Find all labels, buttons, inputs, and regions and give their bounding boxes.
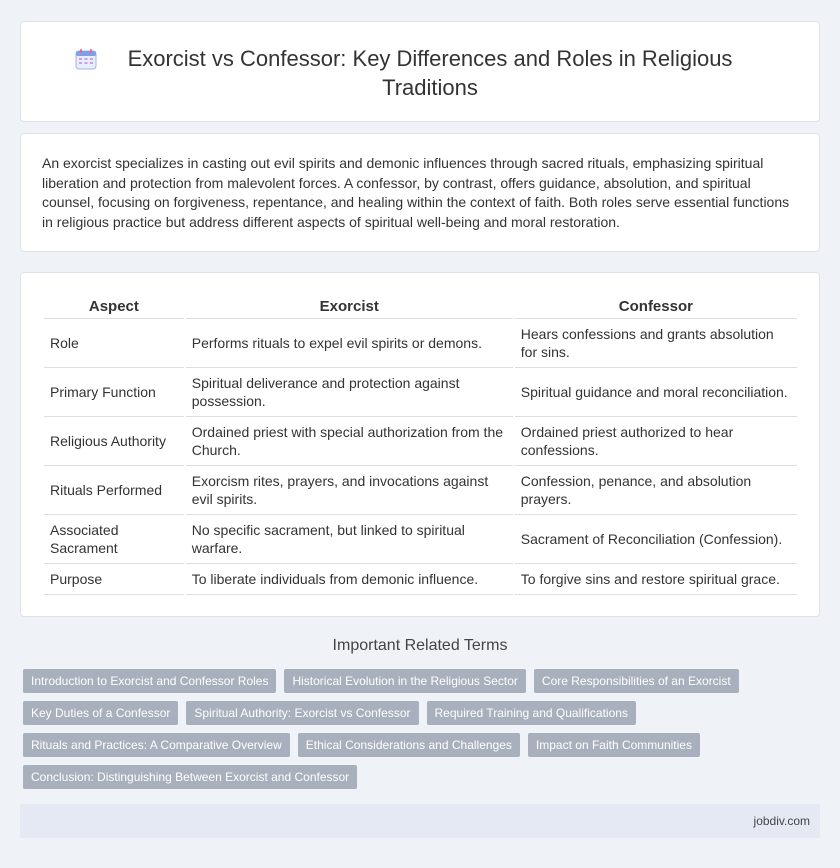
table-row bbox=[44, 319, 797, 368]
comparison-card bbox=[20, 272, 820, 617]
related-term-link[interactable]: Core Responsibilities of an Exorcist bbox=[534, 669, 739, 693]
header-exorcist: Exorcist bbox=[186, 295, 513, 319]
confessor-cell: Sacrament of Reconciliation (Confession). bbox=[515, 515, 797, 564]
table-row bbox=[44, 368, 797, 417]
related-term-link[interactable]: Spiritual Authority: Exorcist vs Confessor bbox=[186, 701, 418, 725]
intro-paragraph: An exorcist specializes in casting out evil spirits and demonic influences through sacred rituals, emphasizing spiritual liberation and protection from malevolent forces. A confessor, by contrast, offers guidance, absolution, and spiritual counsel, focusing on forgiveness, repentance, and healing within the context of faith. Both roles serve essential functions in religious practice but address different aspects of spiritual well-being and moral restoration. bbox=[42, 155, 790, 230]
exorcist-cell: Spiritual deliverance and protection against possession. bbox=[186, 368, 513, 417]
aspect-cell: Associated Sacrament bbox=[44, 515, 184, 564]
related-term-link[interactable]: Ethical Considerations and Challenges bbox=[298, 733, 520, 757]
aspect-cell: Primary Function bbox=[44, 368, 184, 417]
exorcist-cell: Performs rituals to expel evil spirits or demons. bbox=[186, 319, 513, 368]
exorcist-cell: To liberate individuals from demonic influence. bbox=[186, 564, 513, 595]
footer bbox=[20, 804, 820, 838]
exorcist-cell: No specific sacrament, but linked to spiritual warfare. bbox=[186, 515, 513, 564]
page-title: Exorcist vs Confessor: Key Differences and Roles in Religious Traditions bbox=[127, 46, 733, 100]
title-card bbox=[20, 21, 820, 122]
related-term-link[interactable]: Conclusion: Distinguishing Between Exorcist and Confessor bbox=[23, 765, 357, 789]
aspect-cell: Role bbox=[44, 319, 184, 368]
aspect-cell: Purpose bbox=[44, 564, 184, 595]
exorcist-cell: Ordained priest with special authorization from the Church. bbox=[186, 417, 513, 466]
related-term-link[interactable]: Required Training and Qualifications bbox=[427, 701, 636, 725]
related-terms-heading: Important Related Terms bbox=[332, 637, 508, 654]
header-aspect: Aspect bbox=[44, 295, 184, 319]
intro-card bbox=[20, 133, 820, 252]
related-term-link[interactable]: Key Duties of a Confessor bbox=[23, 701, 178, 725]
table-row bbox=[44, 417, 797, 466]
footer-site-link[interactable]: jobdiv.com bbox=[753, 814, 810, 828]
header-confessor: Confessor bbox=[515, 295, 797, 319]
confessor-cell: To forgive sins and restore spiritual grace. bbox=[515, 564, 797, 595]
comparison-table bbox=[42, 295, 799, 595]
related-term-link[interactable]: Impact on Faith Communities bbox=[528, 733, 700, 757]
confessor-cell: Ordained priest authorized to hear confessions. bbox=[515, 417, 797, 466]
table-row bbox=[44, 515, 797, 564]
related-terms-list bbox=[23, 669, 823, 797]
confessor-cell: Hears confessions and grants absolution for sins. bbox=[515, 319, 797, 368]
confessor-cell: Confession, penance, and absolution prayers. bbox=[515, 466, 797, 515]
table-row bbox=[44, 466, 797, 515]
related-term-link[interactable]: Rituals and Practices: A Comparative Overview bbox=[23, 733, 290, 757]
table-row bbox=[44, 564, 797, 595]
exorcist-cell: Exorcism rites, prayers, and invocations against evil spirits. bbox=[186, 466, 513, 515]
aspect-cell: Religious Authority bbox=[44, 417, 184, 466]
table-header-row bbox=[44, 295, 797, 319]
aspect-cell: Rituals Performed bbox=[44, 466, 184, 515]
confessor-cell: Spiritual guidance and moral reconciliation. bbox=[515, 368, 797, 417]
related-term-link[interactable]: Introduction to Exorcist and Confessor Roles bbox=[23, 669, 276, 693]
related-term-link[interactable]: Historical Evolution in the Religious Sector bbox=[284, 669, 525, 693]
